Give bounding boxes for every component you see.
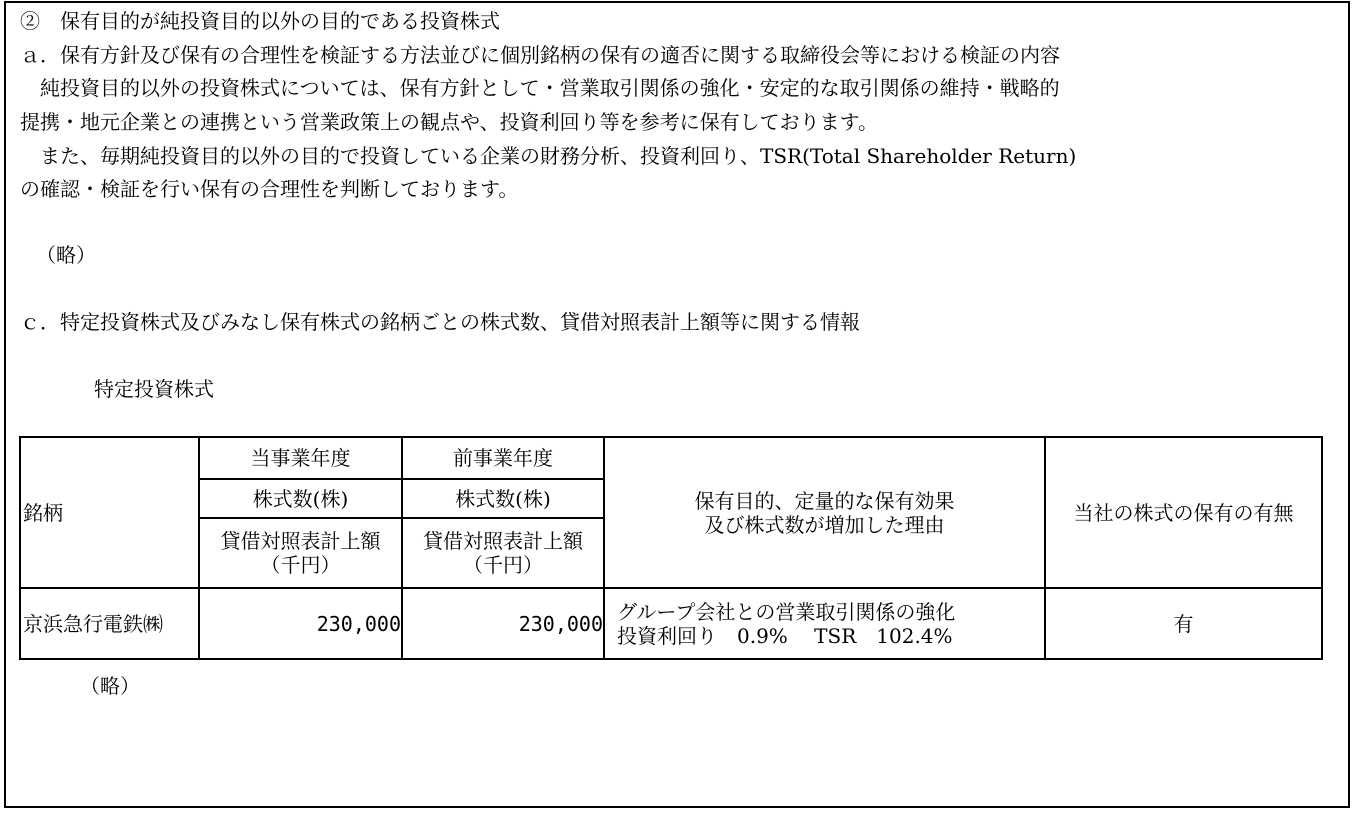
header-bs-amount-line: 貸借対照表計上額 xyxy=(220,529,381,553)
header-purpose-line: 及び株式数が増加した理由 xyxy=(704,512,945,537)
section-a-paragraph-line: 提携・地元企業との連携という営業政策上の観点や、投資利回り等を参考に保有しております。 xyxy=(20,110,878,134)
section-c-subtitle: 特定投資株式 xyxy=(94,377,214,401)
specified-investment-shares-table xyxy=(19,436,1323,660)
section-a-title: ａ．保有方針及び保有の合理性を検証する方法並びに個別銘柄の保有の適否に関する取締役会等における検証の内容 xyxy=(20,43,1060,67)
section-a-paragraph-line: 純投資目的以外の投資株式については、保有方針として・営業取引関係の強化・安定的な取引関係の維持・戦略的 xyxy=(20,76,1060,100)
section-a-paragraph-line: の確認・検証を行い保有の合理性を判断しております。 xyxy=(20,177,519,201)
cell-current-value: 230,000 xyxy=(199,588,402,659)
cell-prior-value: 230,000 xyxy=(402,588,604,659)
header-prior-bs-amount xyxy=(402,518,604,588)
header-current-year: 当事業年度 xyxy=(199,437,402,479)
section-c-title: ｃ．特定投資株式及びみなし保有株式の銘柄ごとの株式数、貸借対照表計上額等に関する情報 xyxy=(20,310,860,334)
table-row xyxy=(20,588,1322,659)
cell-issue: 京浜急行電鉄㈱ xyxy=(20,588,199,659)
cell-purpose xyxy=(604,588,1045,659)
header-current-bs-amount xyxy=(199,518,402,588)
section-heading: ② 保有目的が純投資目的以外の目的である投資株式 xyxy=(20,9,500,33)
header-bs-amount-unit: （千円） xyxy=(260,553,341,577)
header-bs-amount-unit: （千円） xyxy=(463,553,543,577)
header-cross-holding: 当社の株式の保有の有無 xyxy=(1045,437,1322,588)
omitted-note: （略） xyxy=(80,674,140,698)
header-prior-shares: 株式数(株) xyxy=(402,479,604,518)
cell-purpose-line: 投資利回り 0.9% TSR 102.4% xyxy=(617,623,953,648)
header-prior-year: 前事業年度 xyxy=(402,437,604,479)
header-purpose xyxy=(604,437,1045,588)
omitted-note: （略） xyxy=(36,243,96,267)
section-a-paragraph-line: また、毎期純投資目的以外の目的で投資している企業の財務分析、投資利回り、TSR(Total Shareholder Return) xyxy=(20,144,1077,168)
header-bs-amount-line: 貸借対照表計上額 xyxy=(423,529,583,553)
header-issue: 銘柄 xyxy=(20,437,199,588)
cell-cross-holding: 有 xyxy=(1045,588,1322,659)
cell-purpose-line: グループ会社との営業取引関係の強化 xyxy=(617,599,956,624)
header-current-shares: 株式数(株) xyxy=(199,479,402,518)
header-purpose-line: 保有目的、定量的な保有効果 xyxy=(694,488,955,513)
